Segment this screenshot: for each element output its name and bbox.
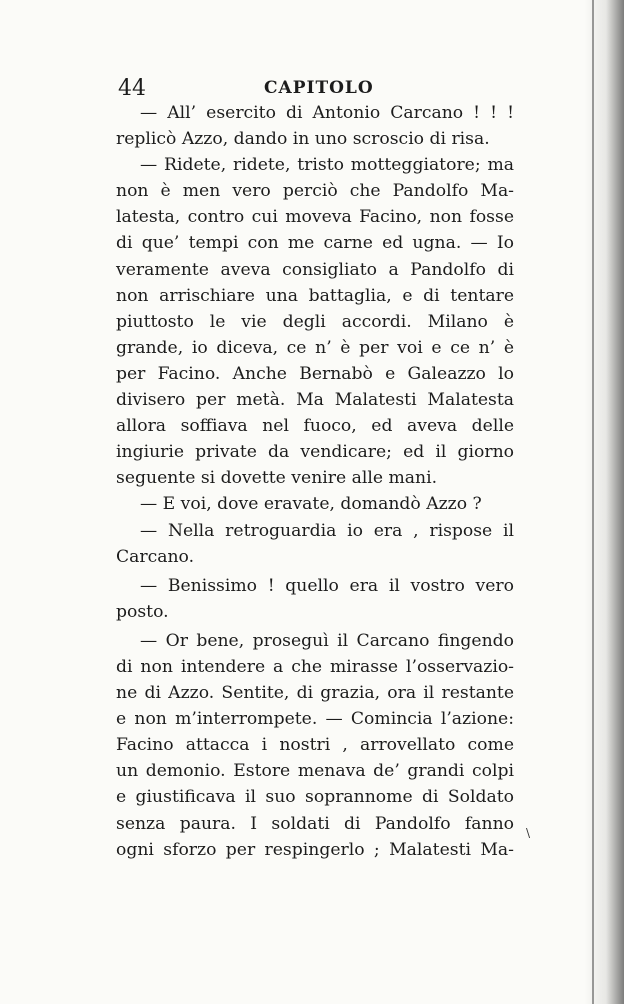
page-edge-line <box>592 0 594 1004</box>
text-line: — Or bene, proseguì il Carcano fingendo <box>140 630 514 651</box>
text-line: di que’ tempi con me carne ed ugna. — Io <box>116 233 514 254</box>
text-line: un demonio. Estore menava de’ grandi colpi <box>116 761 514 782</box>
text-line: non arrischiare una battaglia, e di tentare <box>116 285 514 306</box>
page-number: 44 <box>118 76 146 101</box>
text-line: grande, io diceva, ce n’ è per voi e ce n’ è <box>116 337 514 358</box>
text-line: — Benissimo ! quello era il vostro vero <box>140 575 514 596</box>
text-line: posto. <box>116 601 169 622</box>
text-line: piuttosto le vie degli accordi. Milano è <box>116 311 514 332</box>
text-line: allora soffiava nel fuoco, ed aveva delle <box>116 416 514 437</box>
page-header <box>118 76 514 100</box>
running-title: CAPITOLO <box>264 78 374 98</box>
text-line: — Nella retroguardia io era , rispose il <box>140 520 514 541</box>
text-line: di non intendere a che mirasse l’osservazio- <box>116 656 514 677</box>
text-line: ne di Azzo. Sentite, di grazia, ora il restante <box>116 683 514 704</box>
text-line: — E voi, dove eravate, domandò Azzo ? <box>140 494 482 515</box>
text-line: — All’ esercito di Antonio Carcano ! ! ! <box>140 103 514 123</box>
text-line: per Facino. Anche Bernabò e Galeazzo lo <box>116 363 514 384</box>
text-line: veramente aveva consigliato a Pandolfo di <box>116 259 514 280</box>
text-line: latesta, contro cui moveva Facino, non fosse <box>116 207 514 228</box>
body-text <box>116 100 514 863</box>
text-line: e giustificava il suo soprannome di Soldato <box>116 787 514 808</box>
text-line: — Ridete, ridete, tristo motteggiatore; ma <box>140 155 514 176</box>
text-line: e non m’interrompete. — Comincia l’azione: <box>116 709 514 730</box>
text-line: seguente si dovette venire alle mani. <box>116 468 438 489</box>
text-line: senza paura. I soldati di Pandolfo fanno <box>116 813 514 834</box>
stray-mark: \ <box>525 826 530 840</box>
page-edge-shadow <box>584 0 624 1004</box>
text-line: ogni sforzo per respingerlo ; Malatesti Ma- <box>116 839 514 860</box>
text-line: Facino attacca i nostri , arrovellato come <box>116 735 514 756</box>
text-line: ingiurie private da vendicare; ed il giorno <box>116 442 514 463</box>
text-line: Carcano. <box>116 546 195 567</box>
text-line: replicò Azzo, dando in uno scroscio di risa. <box>116 129 490 150</box>
text-line: divisero per metà. Ma Malatesti Malatesta <box>116 390 514 411</box>
text-line: non è men vero perciò che Pandolfo Ma- <box>116 181 514 202</box>
